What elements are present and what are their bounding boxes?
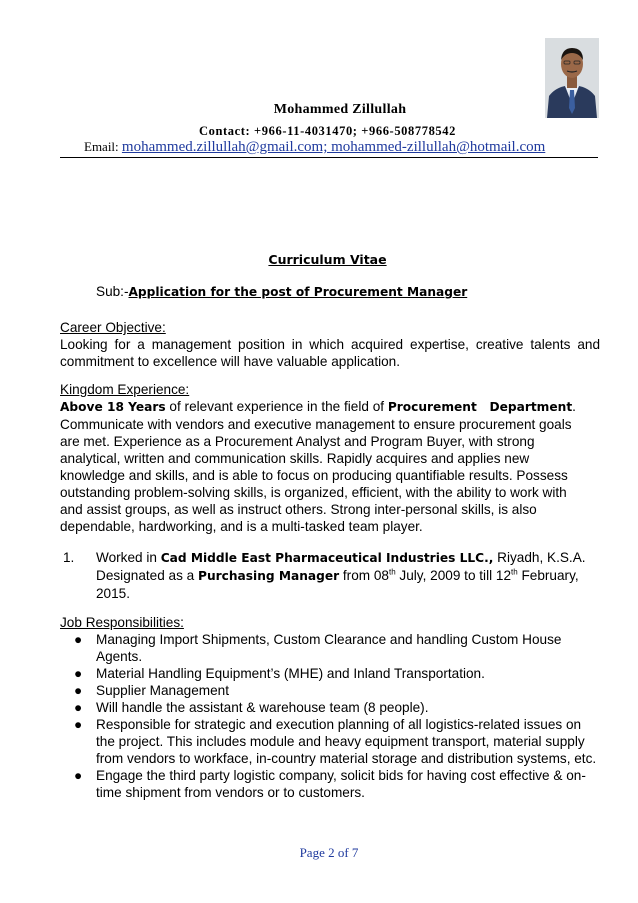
career-objective-body: Looking for a management position in which acquired expertise, creative talents and commitment to excellence will have valuable application. [60,337,600,369]
list-item [60,682,600,699]
experience-years: Above 18 Years [60,400,166,414]
job-number: 1. [63,550,75,565]
job-role: Purchasing Manager [198,569,340,583]
list-item-text: Supplier Management [96,683,229,698]
list-item-text: Engage the third party logistic company, solicit bids for having cost effective & on-time shipment from vendors or to customers. [96,768,586,800]
job-worked-in: Worked in [96,550,161,565]
job-from: from 08 [339,568,389,583]
experience-period: . [572,399,576,414]
email-line [84,139,545,156]
list-item-text: Managing Import Shipments, Custom Clearance and handling Custom House Agents. [96,632,562,664]
document-title [0,252,638,267]
contact-phones: Contact: +966-11-4031470; +966-508778542 [199,124,456,138]
bullet-icon: ● [74,700,83,715]
list-item-text: Material Handling Equipment’s (MHE) and Inland Transportation. [96,666,485,681]
candidate-name: Mohammed Zillullah [273,102,407,117]
career-objective-section [60,319,600,370]
list-item-text: Will handle the assistant & warehouse team (8 people). [96,700,429,715]
bullet-icon: ● [74,768,83,783]
job-to-rest: February, [517,568,579,583]
email-label: Email: [84,139,119,154]
cv-title-text: Curriculum Vitae [268,252,387,267]
list-item [60,665,600,682]
experience-mid-text: of relevant experience in the field of [165,399,388,414]
job-responsibilities-heading: Job Responsibilities: [60,615,184,630]
list-item [60,716,600,767]
kingdom-experience-heading: Kingdom Experience: [60,382,190,397]
job-location: Riyadh, K.S.A. [493,550,586,565]
bullet-icon: ● [74,632,83,647]
subject-line [96,284,467,299]
job-company: Cad Middle East Pharmaceutical Industries LLC., [160,551,494,565]
bullet-icon: ● [74,666,83,681]
bullet-icon: ● [74,683,83,698]
list-item [60,767,600,801]
job-year: 2015. [96,586,131,601]
experience-summary-line [60,398,600,416]
responsibilities-list [60,631,600,801]
job-designated: Designated as a [96,568,199,583]
job-from-sup: th [388,567,396,577]
kingdom-experience-body: Communicate with vendors and executive management to ensure procurement goals are met. Experience as a Procurement Analyst and Program Buyer, with strong analytical, written and communication skills. Rapidly acquires and applies new knowledge and skills, and is able to focus on producing quantifiable results. Possess outstanding problem-solving skills, is organized, efficient, with the ability to work with and assist groups, as well as instruct others. Strong inter-personal skills, is also dependable, hardworking, and is a multi-tasked team player. [60,417,572,534]
job-to-sup: th [511,567,518,577]
list-item [60,699,600,716]
page-number: Page 2 of 7 [299,845,359,860]
experience-field: Procurement Department [387,400,573,414]
job-from-rest: July, 2009 to till 12 [395,568,512,583]
kingdom-experience-section [60,381,600,535]
job-responsibilities-section [60,614,600,801]
career-objective-heading: Career Objective: [60,320,166,335]
list-item-text: Responsible for strategic and execution planning of all logistics-related issues on the project. This includes module and heavy equipment transport, material supply from vendors to workface, in-country material storage and distribution systems, etc. [96,717,597,766]
bullet-icon: ● [74,717,83,732]
subject-prefix: Sub:- [96,284,129,299]
email-links[interactable]: mohammed.zillullah@gmail.com; mohammed-zillullah@hotmail.com [121,139,546,155]
list-item [60,631,600,665]
header-divider [60,157,598,158]
subject-text: Application for the post of Procurement Manager [128,285,468,299]
job-details [96,549,600,602]
